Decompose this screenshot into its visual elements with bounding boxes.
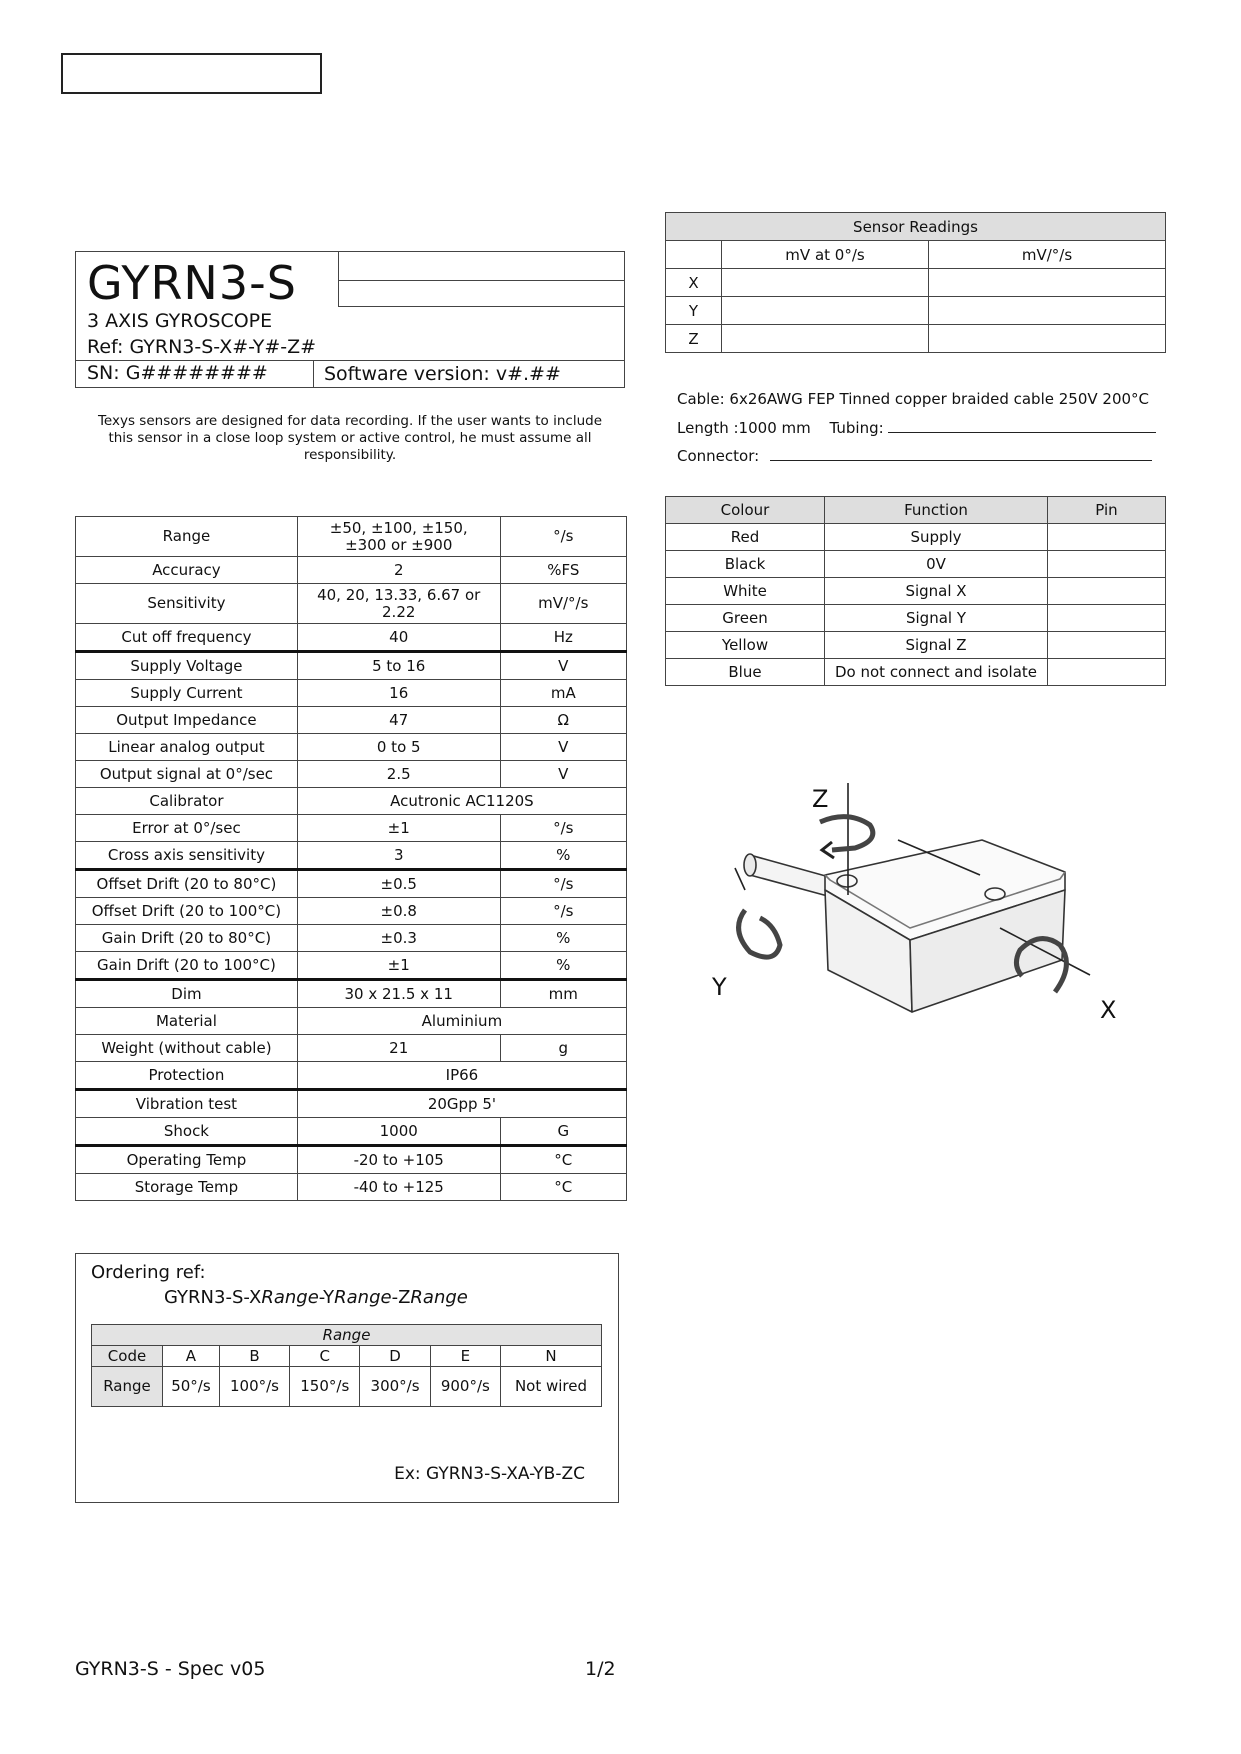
readings-axis: Z	[666, 325, 722, 353]
spec-label: Error at 0°/sec	[76, 815, 298, 842]
spec-row	[76, 584, 627, 624]
wiring-row	[666, 605, 1166, 632]
disclaimer-text: Texys sensors are designed for data recording. If the user wants to include this sensor in a close loop system or active control, he must assume all responsibility.	[97, 413, 603, 463]
spec-row	[76, 980, 627, 1008]
spec-label: Dim	[76, 980, 298, 1008]
spec-unit: G	[500, 1118, 626, 1146]
spec-unit: %	[500, 925, 626, 952]
spec-value: ±0.8	[297, 898, 500, 925]
wiring-row	[666, 659, 1166, 686]
spec-label: Offset Drift (20 to 100°C)	[76, 898, 298, 925]
spec-label: Calibrator	[76, 788, 298, 815]
readings-axis: Y	[666, 297, 722, 325]
spec-row	[76, 1062, 627, 1090]
spec-value: IP66	[297, 1062, 626, 1090]
spec-row	[76, 680, 627, 707]
spec-row	[76, 1174, 627, 1201]
ordering-box	[75, 1253, 619, 1503]
readings-row	[666, 269, 1166, 297]
footer-doc-name: GYRN3-S - Spec v05	[75, 1658, 266, 1680]
readings-col2-header: mV/°/s	[929, 241, 1166, 269]
spec-label: Storage Temp	[76, 1174, 298, 1201]
spec-label: Supply Current	[76, 680, 298, 707]
wiring-row	[666, 632, 1166, 659]
spec-unit: %	[500, 842, 626, 870]
z-label: Z	[812, 785, 829, 813]
code-cell: B	[219, 1346, 289, 1367]
code-cell: N	[501, 1346, 602, 1367]
wire-colour: Yellow	[666, 632, 825, 659]
readings-cell	[929, 325, 1166, 353]
wire-pin	[1048, 551, 1166, 578]
ordering-example: Ex: GYRN3-S-XA-YB-ZC	[394, 1464, 585, 1484]
spec-unit: mV/°/s	[500, 584, 626, 624]
spec-unit: V	[500, 652, 626, 680]
readings-header-row	[666, 241, 1166, 269]
readings-row	[666, 297, 1166, 325]
cable-end	[744, 854, 756, 876]
spec-label: Gain Drift (20 to 100°C)	[76, 952, 298, 980]
pattern-range: Range	[334, 1287, 392, 1308]
y-label: Y	[712, 973, 727, 1001]
range-cell: Not wired	[501, 1367, 602, 1407]
spec-unit: °C	[500, 1174, 626, 1201]
spec-row	[76, 788, 627, 815]
pattern-y: -Y	[318, 1287, 335, 1308]
tubing-label: Tubing:	[829, 419, 884, 437]
spec-value: -40 to +125	[297, 1174, 500, 1201]
spec-value: ±50, ±100, ±150, ±300 or ±900	[297, 517, 500, 557]
x-label: X	[1100, 996, 1117, 1024]
serial-number: SN: G########	[87, 362, 268, 384]
spec-value: ±1	[297, 815, 500, 842]
spec-row	[76, 761, 627, 788]
readings-cell	[722, 325, 929, 353]
code-header: Code	[92, 1346, 163, 1367]
wiring-row	[666, 551, 1166, 578]
spec-row	[76, 1118, 627, 1146]
wiring-header-function: Function	[825, 497, 1048, 524]
blank-field-2	[338, 280, 624, 307]
pattern-prefix: GYRN3-S-X	[164, 1287, 262, 1308]
spec-unit: °/s	[500, 815, 626, 842]
spec-value: Acutronic AC1120S	[297, 788, 626, 815]
spec-value: 16	[297, 680, 500, 707]
spec-label: Offset Drift (20 to 80°C)	[76, 870, 298, 898]
spec-unit: Ω	[500, 707, 626, 734]
software-version: Software version: v#.##	[313, 361, 561, 387]
wire-colour: Red	[666, 524, 825, 551]
spec-unit: V	[500, 734, 626, 761]
spec-row	[76, 898, 627, 925]
spec-unit: °C	[500, 1146, 626, 1174]
spec-value: Aluminium	[297, 1008, 626, 1035]
spec-label: Range	[76, 517, 298, 557]
spec-row	[76, 1008, 627, 1035]
wiring-row	[666, 578, 1166, 605]
wiring-header-colour: Colour	[666, 497, 825, 524]
product-name: GYRN3-S	[87, 256, 297, 310]
readings-col1-header: mV at 0°/s	[722, 241, 929, 269]
wire-function: 0V	[825, 551, 1048, 578]
wire-function: Signal Y	[825, 605, 1048, 632]
spec-table	[75, 516, 627, 1201]
spec-value: 40, 20, 13.33, 6.67 or 2.22	[297, 584, 500, 624]
wire-pin	[1048, 632, 1166, 659]
spec-label: Material	[76, 1008, 298, 1035]
spec-unit: %FS	[500, 557, 626, 584]
spec-value: 3	[297, 842, 500, 870]
spec-unit: °/s	[500, 870, 626, 898]
connector-label: Connector:	[677, 447, 760, 465]
spec-label: Gain Drift (20 to 80°C)	[76, 925, 298, 952]
spec-row	[76, 707, 627, 734]
y-axis-line	[735, 868, 745, 890]
spec-label: Accuracy	[76, 557, 298, 584]
range-header: Range	[92, 1367, 163, 1407]
ordering-caption: Range	[92, 1325, 602, 1346]
code-cell: D	[360, 1346, 430, 1367]
footer-page-number: 1/2	[585, 1658, 616, 1680]
spec-label: Protection	[76, 1062, 298, 1090]
spec-value: 5 to 16	[297, 652, 500, 680]
spec-value: 30 x 21.5 x 11	[297, 980, 500, 1008]
spec-unit: V	[500, 761, 626, 788]
spec-row	[76, 842, 627, 870]
wire-function: Signal X	[825, 578, 1048, 605]
spec-unit: mA	[500, 680, 626, 707]
sensor-readings-table	[665, 212, 1166, 353]
spec-unit: °/s	[500, 517, 626, 557]
code-cell: A	[163, 1346, 220, 1367]
product-subtitle: 3 AXIS GYROSCOPE	[87, 310, 273, 332]
spec-label: Linear analog output	[76, 734, 298, 761]
range-cell: 150°/s	[290, 1367, 360, 1407]
wire-pin	[1048, 659, 1166, 686]
spec-row	[76, 624, 627, 652]
ordering-caption-row	[92, 1325, 602, 1346]
wire-colour: Black	[666, 551, 825, 578]
readings-corner	[666, 241, 722, 269]
spec-label: Cross axis sensitivity	[76, 842, 298, 870]
wire-colour: Blue	[666, 659, 825, 686]
spec-label: Output Impedance	[76, 707, 298, 734]
cable-spec: Cable: 6x26AWG FEP Tinned copper braided cable 250V 200°C	[677, 390, 1150, 408]
spec-row	[76, 517, 627, 557]
range-cell: 900°/s	[430, 1367, 500, 1407]
spec-value: ±0.5	[297, 870, 500, 898]
pattern-z: -Z	[391, 1287, 411, 1308]
tubing-blank	[888, 418, 1156, 433]
readings-cell	[722, 269, 929, 297]
spec-row	[76, 925, 627, 952]
ordering-title: Ordering ref:	[91, 1262, 206, 1283]
spec-label: Vibration test	[76, 1090, 298, 1118]
wiring-header-row	[666, 497, 1166, 524]
wire-pin	[1048, 605, 1166, 632]
wire-colour: White	[666, 578, 825, 605]
pattern-range: Range	[410, 1287, 468, 1308]
wire-colour: Green	[666, 605, 825, 632]
wiring-row	[666, 524, 1166, 551]
spec-row	[76, 870, 627, 898]
product-ref: Ref: GYRN3-S-X#-Y#-Z#	[87, 336, 317, 358]
spec-unit: Hz	[500, 624, 626, 652]
spec-unit: °/s	[500, 898, 626, 925]
range-cell: 100°/s	[219, 1367, 289, 1407]
spec-label: Output signal at 0°/sec	[76, 761, 298, 788]
readings-cell	[929, 269, 1166, 297]
readings-axis: X	[666, 269, 722, 297]
spec-unit: %	[500, 952, 626, 980]
title-block	[75, 251, 625, 388]
pattern-range: Range	[261, 1287, 319, 1308]
wire-function: Signal Z	[825, 632, 1048, 659]
spec-value: ±0.3	[297, 925, 500, 952]
spec-label: Operating Temp	[76, 1146, 298, 1174]
spec-row	[76, 1090, 627, 1118]
spec-unit: mm	[500, 980, 626, 1008]
spec-label: Cut off frequency	[76, 624, 298, 652]
gyroscope-diagram	[712, 780, 1130, 1040]
spec-label: Weight (without cable)	[76, 1035, 298, 1062]
spec-value: 21	[297, 1035, 500, 1062]
readings-cell	[929, 297, 1166, 325]
spec-row	[76, 952, 627, 980]
code-cell: C	[290, 1346, 360, 1367]
readings-title-row	[666, 213, 1166, 241]
range-cell: 50°/s	[163, 1367, 220, 1407]
wire-function: Supply	[825, 524, 1048, 551]
ordering-code-row	[92, 1346, 602, 1367]
length-tubing-line	[677, 418, 1156, 437]
ordering-table	[91, 1324, 602, 1407]
spec-value: 2	[297, 557, 500, 584]
spec-value: ±1	[297, 952, 500, 980]
cable-length: Length :1000 mm	[677, 419, 811, 437]
spec-value: 47	[297, 707, 500, 734]
spec-value: 0 to 5	[297, 734, 500, 761]
connector-line	[677, 446, 1152, 465]
spec-row	[76, 1035, 627, 1062]
serial-row	[76, 360, 624, 387]
y-rotation-arrow	[739, 910, 780, 957]
readings-title: Sensor Readings	[666, 213, 1166, 241]
range-cell: 300°/s	[360, 1367, 430, 1407]
spec-label: Sensitivity	[76, 584, 298, 624]
wire-pin	[1048, 578, 1166, 605]
spec-value: 40	[297, 624, 500, 652]
spec-label: Shock	[76, 1118, 298, 1146]
spec-value: 20Gpp 5'	[297, 1090, 626, 1118]
wire-pin	[1048, 524, 1166, 551]
blank-label-box	[61, 53, 322, 94]
wiring-table	[665, 496, 1166, 686]
spec-label: Supply Voltage	[76, 652, 298, 680]
spec-row	[76, 734, 627, 761]
readings-row	[666, 325, 1166, 353]
spec-row	[76, 815, 627, 842]
spec-value: -20 to +105	[297, 1146, 500, 1174]
wire-function: Do not connect and isolate	[825, 659, 1048, 686]
spec-value: 2.5	[297, 761, 500, 788]
spec-row	[76, 652, 627, 680]
spec-value: 1000	[297, 1118, 500, 1146]
code-cell: E	[430, 1346, 500, 1367]
ordering-pattern	[164, 1287, 468, 1308]
spec-row	[76, 1146, 627, 1174]
connector-blank	[770, 446, 1152, 461]
wiring-header-pin: Pin	[1048, 497, 1166, 524]
readings-cell	[722, 297, 929, 325]
spec-unit: g	[500, 1035, 626, 1062]
ordering-range-row	[92, 1367, 602, 1407]
spec-row	[76, 557, 627, 584]
blank-field-1	[338, 252, 624, 281]
